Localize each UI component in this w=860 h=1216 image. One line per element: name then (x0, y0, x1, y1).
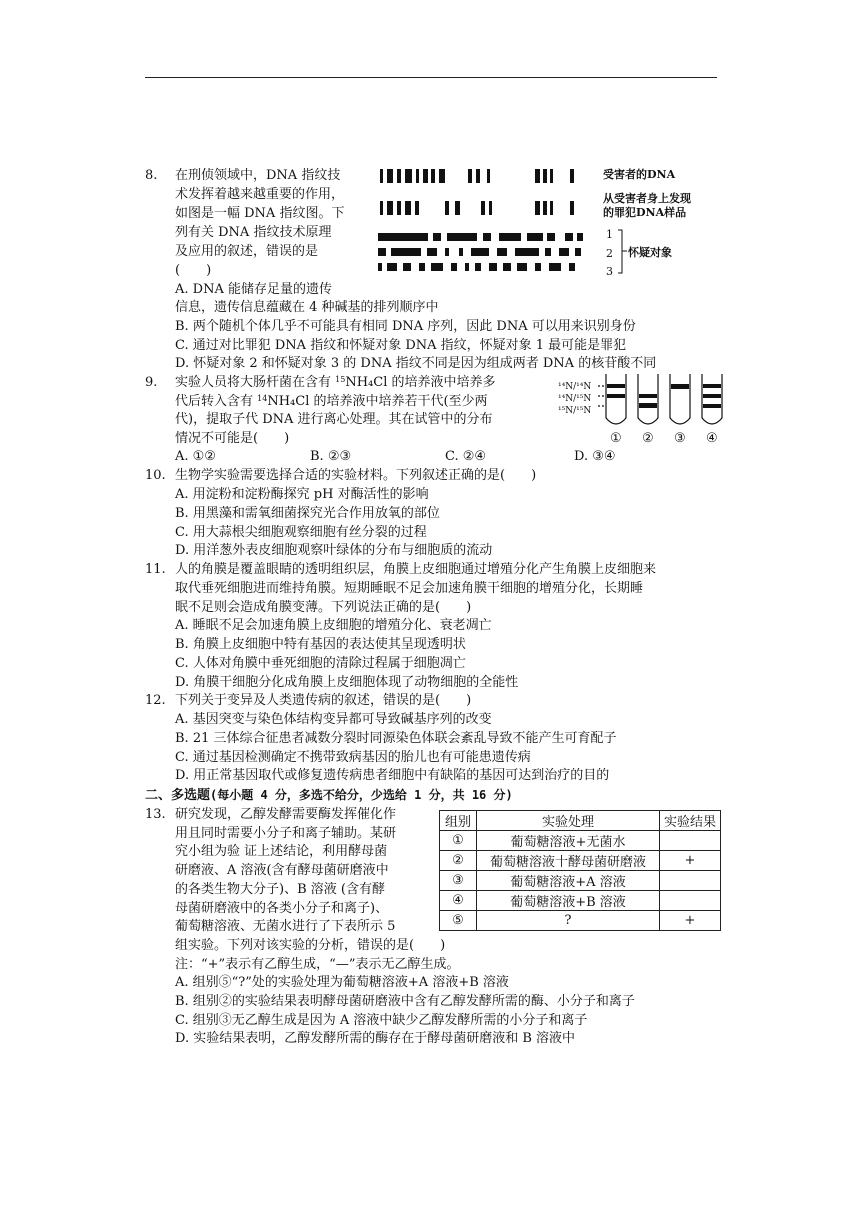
question-stem-line: 术发挥着越来越重要的作用， (175, 187, 345, 202)
table-cell: 葡萄糖溶液十酵母菌研磨液 (477, 851, 660, 871)
suspect-row-1: 1 (606, 228, 613, 241)
option-b: B. 用黑藻和需氧细菌探究光合作用放氧的部位 (175, 506, 440, 521)
option-c: C. 人体对角膜中垂死细胞的清除过程属于细胞凋亡 (175, 656, 466, 671)
option-c: C. 通过对比罪犯 DNA 指纹和怀疑对象 DNA 指纹，怀疑对象 1 最可能是罪犯 (175, 338, 627, 353)
question-note: 注：“+”表示有乙醇生成，“—”表示无乙醇生成。 (175, 957, 460, 972)
table-header: 组别 (440, 811, 477, 831)
band-label-14-15: ¹⁴N/¹⁵N (558, 394, 592, 404)
question-stem-line: 如图是一幅 DNA 指纹图。下 (175, 206, 345, 221)
question-number: 13. (145, 807, 166, 822)
option-d: D. ③④ (574, 449, 616, 464)
question-stem-line: 葡萄糖溶液、无菌水进行了下表所示 5 (175, 919, 396, 934)
question-number: 12. (145, 693, 166, 708)
question-stem: 生物学实验需要选择合适的实验材料。下列叙述正确的是( ) (175, 468, 537, 483)
table-header: 实验结果 (660, 811, 721, 831)
question-stem-line: 组实验。下列对该实验的分析，错误的是( ) (175, 938, 446, 953)
option-a: A. 组别⑤“?”处的实验处理为葡萄糖溶液+A 溶液+B 溶液 (175, 975, 509, 990)
table-cell: 葡萄糖溶液+无菌水 (477, 831, 660, 851)
option-b: B. 角膜上皮细胞中特有基因的表达使其呈现透明状 (175, 637, 466, 652)
option-b: B. 组别②的实验结果表明酵母菌研磨液中含有乙醇发酵所需的酶、小分子和离子 (175, 994, 635, 1009)
question-stem-line: 代)，提取子代 DNA 进行离心处理。其在试管中的分布 (175, 412, 493, 427)
suspect-row-2: 2 (606, 247, 613, 260)
option-d: D. 用正常基因取代或修复遗传病患者细胞中有缺陷的基因可达到治疗的目的 (175, 768, 610, 783)
label-criminal-sample-2: 的罪犯DNA样品 (603, 206, 687, 219)
table-cell: ⑤ (440, 911, 477, 931)
option-c: C. ②④ (445, 449, 487, 464)
question-stem-line: 研究发现，乙醇发酵需要酶发挥催化作 (175, 807, 397, 822)
band-label-14-14: ¹⁴N/¹⁴N (558, 382, 592, 392)
question-stem-line: 列有关 DNA 指纹技术原理 (175, 225, 332, 240)
tube-label-4: ④ (706, 431, 718, 446)
option-a: A. ①② (175, 449, 216, 464)
table-cell: 葡萄糖溶液+B 溶液 (477, 891, 660, 911)
table-cell: ② (440, 851, 477, 871)
question-number: 9. (145, 375, 158, 390)
option-c: C. 用大蒜根尖细胞观察细胞有丝分裂的过程 (175, 525, 427, 540)
band-label-15-15: ¹⁵N/¹⁵N (558, 406, 592, 416)
table-cell: 葡萄糖溶液+A 溶液 (477, 871, 660, 891)
question-stem-line: 取代垂死细胞进而维持角膜。短期睡眠不足会加速角膜干细胞的增殖分化，长期睡 (175, 581, 644, 596)
experiment-table (439, 810, 721, 931)
question-stem-line: 眠不足则会造成角膜变薄。下列说法正确的是( ) (175, 600, 472, 615)
question-stem: 下列关于变异及人类遗传病的叙述，错误的是( ) (175, 693, 472, 708)
table-cell: ① (440, 831, 477, 851)
question-stem-line: 人的角膜是覆盖眼睛的透明组织层，角膜上皮细胞通过增殖分化产生角膜上皮细胞来 (175, 562, 657, 577)
brace-icon (616, 229, 628, 275)
table-row (440, 911, 721, 931)
table-cell: ? (477, 911, 660, 931)
table-header: 实验处理 (477, 811, 660, 831)
question-number: 10. (145, 468, 166, 483)
option-b: B. 21 三体综合征患者减数分裂时同源染色体联会紊乱导致不能产生可育配子 (175, 731, 617, 746)
option-a: A. DNA 能储存足量的遗传 (175, 282, 332, 297)
table-cell (660, 891, 721, 911)
question-stem-line: 情况不可能是( ) (175, 431, 290, 446)
question-stem-line: 研磨液、A 溶液(含有酵母菌研磨液中 (175, 863, 389, 878)
option-a-continued: 信息，遗传信息蕴藏在 4 种碱基的排列顺序中 (175, 300, 439, 315)
question-stem-line: 在刑侦领域中，DNA 指纹技 (175, 168, 341, 183)
question-stem-line: 母菌研磨液中的各类小分子和离子)、 (175, 901, 389, 916)
table-header-row (440, 811, 721, 831)
table-cell: ③ (440, 871, 477, 891)
option-b: B. 两个随机个体几乎不可能具有相同 DNA 序列，因此 DNA 可以用来识别身份 (175, 319, 636, 334)
question-stem-line: 及应用的叙述，错误的是 (175, 244, 319, 259)
table-row (440, 871, 721, 891)
table-row (440, 891, 721, 911)
option-d: D. 怀疑对象 2 和怀疑对象 3 的 DNA 指纹不同是因为组成两者 DNA 的核苷酸不同 (175, 356, 657, 371)
header-rule (145, 77, 717, 78)
label-suspects: 怀疑对象 (628, 246, 672, 259)
answer-blank: ( ) (175, 263, 212, 278)
table-row (440, 851, 721, 871)
option-a: A. 用淀粉和淀粉酶探究 pH 对酶活性的影响 (175, 487, 429, 502)
option-d: D. 实验结果表明，乙醇发酵所需的酶存在于酵母菌研磨液和 B 溶液中 (175, 1031, 576, 1046)
table-cell: + (660, 851, 721, 871)
label-victim-dna: 受害者的DNA (603, 168, 676, 181)
option-a: A. 基因突变与染色体结构变异都可导致碱基序列的改变 (175, 712, 492, 727)
table-cell (660, 871, 721, 891)
option-d: D. 角膜干细胞分化成角膜上皮细胞体现了动物细胞的全能性 (175, 675, 519, 690)
table-cell: + (660, 911, 721, 931)
question-stem-line: 究小组为验 证上述结论，利用酵母菌 (175, 844, 388, 859)
question-stem-line: 代后转入含有 $^{14}$NH₄Cl 的培养液中培养若干代(至少两 (175, 394, 488, 409)
tube-label-3: ③ (674, 431, 686, 446)
question-stem-line: 的各类生物大分子)、B 溶液 (含有酵 (175, 882, 385, 897)
dna-fingerprint-figure (375, 163, 605, 278)
option-c: C. 通过基因检测确定不携带致病基因的胎儿也有可能患遗传病 (175, 750, 531, 765)
option-a: A. 睡眠不足会加速角膜上皮细胞的增殖分化、衰老凋亡 (175, 618, 492, 633)
option-c: C. 组别③无乙醇生成是因为 A 溶液中缺少乙醇发酵所需的小分子和离子 (175, 1013, 588, 1028)
option-d: D. 用洋葱外表皮细胞观察叶绿体的分布与细胞质的流动 (175, 543, 493, 558)
tube-label-2: ② (642, 431, 654, 446)
option-b: B. ②③ (310, 449, 352, 464)
table-cell: ④ (440, 891, 477, 911)
section-heading: 二、多选题(每小题 4 分，多选不给分，少选给 1 分，共 16 分) (145, 788, 513, 803)
label-criminal-sample: 从受害者身上发现 (603, 192, 691, 205)
table-row (440, 831, 721, 851)
tube-label-1: ① (610, 431, 622, 446)
table-cell (660, 831, 721, 851)
question-number: 11. (145, 562, 166, 577)
suspect-row-3: 3 (606, 265, 613, 278)
question-stem-line: 实验人员将大肠杆菌在含有 $^{15}$NH₄Cl 的培养液中培养多 (175, 375, 496, 390)
question-stem-line: 用且同时需要小分子和离子辅助。某研 (175, 826, 397, 841)
question-number: 8. (145, 168, 158, 183)
centrifuge-tubes-figure (598, 372, 728, 432)
